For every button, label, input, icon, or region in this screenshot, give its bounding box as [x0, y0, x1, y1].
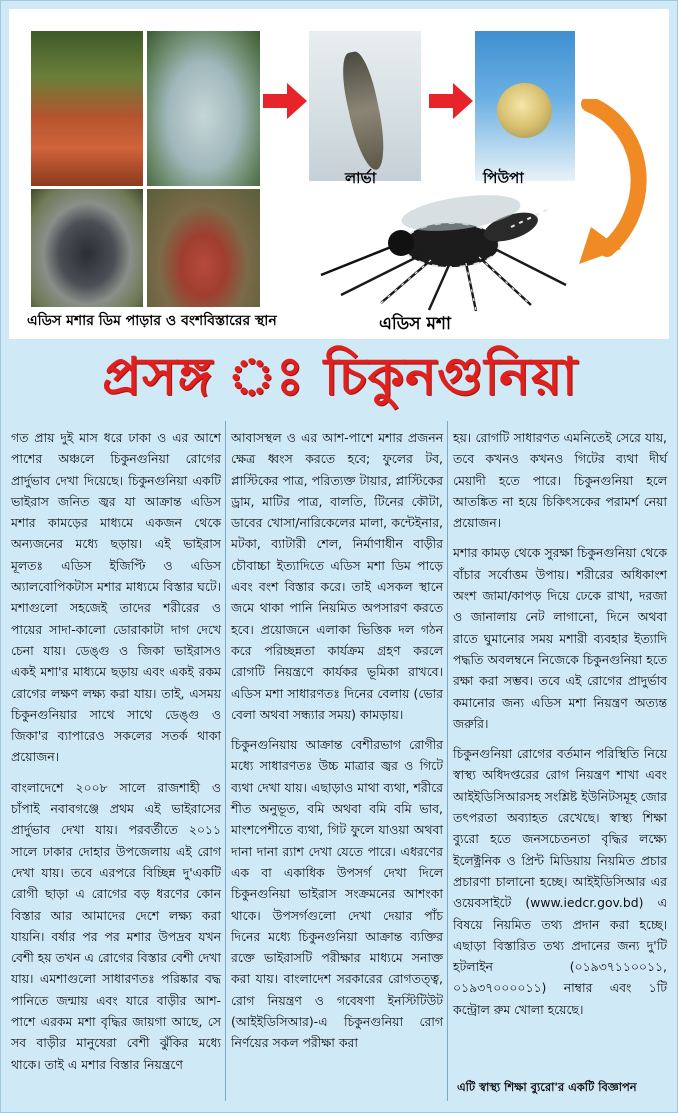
discarded-tyre-photo	[31, 189, 143, 307]
larva-caption: লার্ভা	[345, 169, 377, 187]
column-divider	[447, 421, 448, 1101]
lifecycle-banner	[9, 9, 669, 339]
aedes-mosquito-caption: এডিস মশা	[379, 314, 451, 334]
pupa-photo	[475, 31, 575, 181]
sponsor-footer: এটি স্বাস্থ্য শিক্ষা ব্যুরো'র একটি বিজ্ঞাপন	[457, 1080, 637, 1094]
text-column-2	[231, 427, 443, 1063]
column-divider	[225, 421, 226, 1101]
larva-shape	[337, 49, 391, 173]
paragraph: হয়। রোগটি সাধারণত এমনিতেই সেরে যায়, তবে কখনও কখনও গিটের ব্যথা দীর্ঘ মেয়াদী হতে পারে। চিকুনগুনিয়া হলে আতঙ্কিত না হয়ে চিকিৎসকের পরামর্শ নেয়া প্রয়োজন।	[453, 430, 667, 531]
text-column-1	[11, 427, 221, 1084]
pupa-shape	[497, 83, 552, 138]
bucket-water-photo	[147, 31, 260, 186]
text-column-3	[453, 427, 667, 1029]
aedes-mosquito-illustration	[301, 185, 601, 315]
paragraph: বাংলাদেশে ২০০৮ সালে রাজশাহী ও চাঁপাই নবাবগঞ্জে প্রথম এই ভাইরাসের প্রার্দুভাব দেখা যায়। পরবর্তীতে ২০১১ সালে ঢাকার দোহার উপজেলায় এই রোগ দেখা যায়। তবে এরপরে বিচ্ছিন্ন দু'একটি রোগী ছাড়া এ রোগের বড় ধরণের কোন বিস্তার আর আমাদের দেশে লক্ষ্য করা যায়নি। বর্ষার পর পর মশার উপদ্রব যখন বেশী হয় তখন এ রোগের বিস্তার বেশী দেখা যায়। এমশাগুলো সাধারণতঃ পরিষ্কার বদ্ধ পানিতে জন্মায় এবং যারে বাড়ীর আশ-পাশে এরকম মশা বৃদ্ধির জায়গা আছে, সে সব বাড়ীর মানুষেরা বেশী ঝুঁকির মধ্যে থাকে। তাই এ মশার বিস্তার নিয়ন্ত্রণে	[11, 779, 221, 1072]
paragraph: গত প্রায় দুই মাস ধরে ঢাকা ও এর আশে পাশের অঞ্চলে চিকুনগুনিয়া রোগের প্রার্দুভাব দেখা দিয়েছে। চিকুনগুনিয়া একটি ভাইরাস জনিত জ্বর যা আক্রান্ত এডিস মশার কামড়ের মাধ্যমে একজন থেকে অন্যজনের মধ্যে ছড়ায়। এই ভাইরাস মূলতঃ এডিস ইজিপ্টি ও এডিস অ্যালবোপিকটাস মশার মাধ্যমে বিস্তার ঘটে। মশাগুলো সহজেই তাদের শরীরের ও পায়ের সাদা-কালো ডোরাকাটা দাগ দেখে চেনা যায়। ডেঙ্গু ও জিকা ভাইরাসও একই মশা'র মাধ্যমে ছড়ায় এবং একই রকম রোগের লক্ষণ লক্ষ্য করা যায়। তাই, এসময় চিকুনগুনিয়ার সাথে সাথে ডেঙ্গু ও জিকা'র ব্যাপারেও সকলের সতর্ক থাকা প্রয়োজন।	[11, 430, 221, 765]
paragraph: চিকুনগুনিয়ায় আক্রান্ত বেশীরভাগ রোগীর মধ্যে সাধারণতঃ উচ্চ মাত্রার জ্বর ও গিটে ব্যথা দেখা যায়। এছাড়াও মাথা ব্যথা, শরীরে শীত অনুভূত, বমি অথবা বমি বমি ভাব, মাংশপেশীতে ব্যথা, গিট ফুলে যাওয়া অথবা দানা দানা র‌্যাশ দেখা যেতে পারে। এধরণের এক বা একাধিক উপসর্গ দেখা দিলে চিকুনগুনিয়া ভাইরাস সংক্রমনের আশংকা থাকে। উপসর্গগুলো দেখা দেয়ার পাঁচ দিনের মধ্যে চিকুনগুনিয়া আক্রান্ত ব্যক্তির রক্তে ভাইরাসটি পরীক্ষার মাধ্যমে সনাক্ত করা যায়। বাংলাদেশ সরকারের রোগতত্ত্ব, রোগ নিয়ন্ত্রণ ও গবেষণা ইনস্টিটিউট (আইইডিসিআর)-এ চিকুনগুনিয়া রোগ নির্ণয়ের সকল পরীক্ষা করা	[231, 737, 443, 1051]
arrow-to-larva-icon	[263, 81, 307, 121]
paragraph: চিকুনগুনিয়া রোগের বর্তমান পরিস্থিতি নিয়ে স্বাস্থ্য অধিদপ্তরের রোগ নিয়ন্ত্রণ শাখা এবং আইইডিসিআরসহ সংশ্লিষ্ট ইউনিটসমূহ জোর তৎপরতা অব্যাহত রেখেছে। স্বাস্থ্য শিক্ষা ব্যুরো হতে জনসচেতনতা বৃদ্ধির লক্ষ্যে ইলেক্ট্রনিক ও প্রিন্ট মিডিয়ায় নিয়মিত প্রচার প্রচারণা চালানো হচ্ছে। আইইডিসিআর এর ওয়েবসাইটে (www.iedcr.gov.bd) এ বিষয়ে নিয়মিত তথ্য প্রদান করা হচ্ছে। এছাড়া বিস্তারিত তথ্য প্রদানের জন্য দু'টি হটলাইন (০১৯৩৭১১০০১১, ০১৯৩৭০০০০১১) নাম্বার এবং ১টি কন্ট্রোল রুম খোলা হয়েছে।	[453, 746, 667, 1017]
coconut-shell-photo	[147, 189, 260, 307]
pupa-caption: পিউপা	[483, 169, 524, 187]
arrow-to-pupa-icon	[429, 81, 473, 121]
larva-photo	[309, 31, 421, 181]
page-headline: প্রসঙ্গ ঃ চিকুনগুনিয়া	[102, 347, 578, 407]
flower-pot-photo	[31, 31, 143, 186]
paragraph: আবাসস্থল ও এর আশ-পাশে মশার প্রজনন ক্ষেত্র ধ্বংস করতে হবে; ফুলের টব, প্লাস্টিকের পাত্র, পরিত্যক্ত টায়ার, প্লাস্টিকের ড্রাম, মাটির পাত্র, বালতি, টিনের কৌটা, ডাবের খোসা/নারিকেলের মালা, কন্টেইনার, মটকা, ব্যাটারী শেল, নির্মাণাধীন বাড়ীর চৌবাচ্চা ইত্যাদিতে এডিস মশা ডিম পাড়ে এবং বংশ বিস্তার করে। তাই এসকল স্থানে জমে থাকা পানি নিয়মিত অপসারণ করতে হবে। প্রয়োজনে এলাকা ভিত্তিক দল গঠন করে পরিচ্ছন্নতা কার্যক্রম গ্রহণ করলে রোগটি নিয়ন্ত্রণে কার্যকর ভূমিকা রাখবে। এডিস মশা সাধারণতঃ দিনের বেলায় (ভোর বেলা অথবা সন্ধ্যার সময়) কামড়ায়।	[231, 430, 443, 722]
breeding-sites-caption: এডিস মশার ডিম পাড়ার ও বংশবিস্তারের স্থান	[27, 313, 277, 329]
paragraph: মশার কামড় থেকে সুরক্ষা চিকুনগুনিয়া থেকে বাঁচার সর্বোত্তম উপায়। শরীরের অধিকাংশ অংশ জামা/কাপড় দিয়ে ঢেকে রাখা, দরজা ও জানালায় নেট লাগানো, দিনে অথবা রাতে ঘুমানোর সময় মশারী ব্যবহার ইত্যাদি পদ্ধতি অবলম্বনে নিজেকে চিকুনগুনিয়া হতে রক্ষা করা সম্ভব। তবে এই রোগের প্রাদুর্ভাব কমানোর জন্য এডিস মশা নিয়ন্ত্রণ অত্যন্ত জরুরি।	[453, 545, 667, 731]
